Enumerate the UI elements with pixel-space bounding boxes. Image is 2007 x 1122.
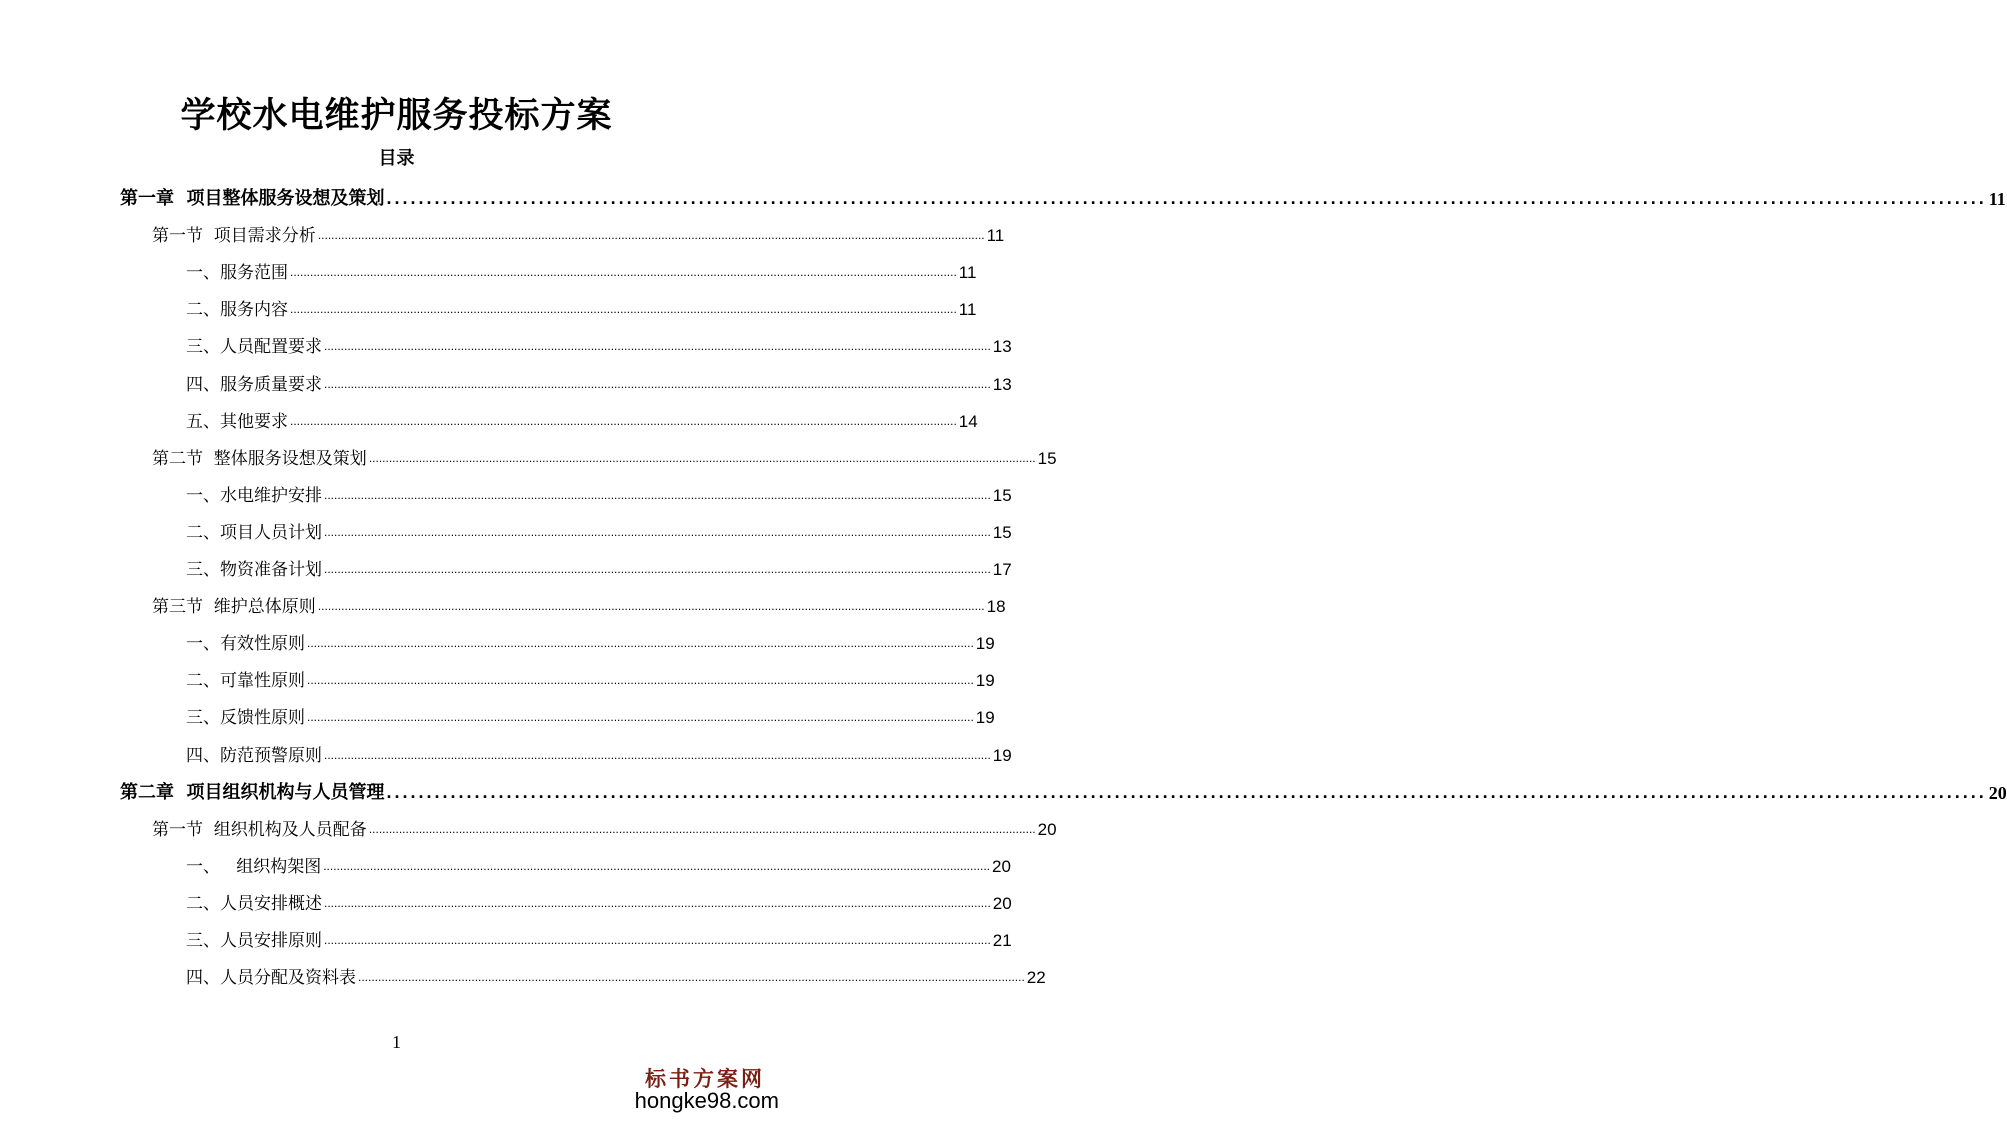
- toc-leader-dots: ........................................................................................................................................................................................................: [386, 188, 1987, 208]
- toc-entry-item[interactable]: [186, 703, 995, 729]
- toc-leader-dots: ........................................................................................................................................................................................................: [307, 636, 974, 650]
- toc-entry-label: 三、反馈性原则: [186, 708, 305, 728]
- toc-entry-page: 11: [958, 300, 977, 319]
- toc-entry-item[interactable]: [186, 666, 995, 692]
- toc-entry-item[interactable]: [186, 555, 1012, 581]
- toc-leader-dots: ........................................................................................................................................................................................................: [324, 933, 991, 947]
- toc-entry-page: 11: [958, 263, 977, 282]
- toc-leader-dots: ........................................................................................................................................................................................................: [290, 414, 957, 428]
- toc-leader-dots: ........................................................................................................................................................................................................: [317, 599, 985, 613]
- toc-leader-dots: ........................................................................................................................................................................................................: [368, 451, 1036, 465]
- toc-entry-item[interactable]: [186, 963, 1046, 989]
- toc-entry-item[interactable]: [186, 332, 1012, 358]
- toc-entry-label: 四、人员分配及资料表: [186, 968, 356, 988]
- toc-entry-page: 11: [986, 226, 1005, 245]
- toc-leader-dots: ........................................................................................................................................................................................................: [324, 748, 991, 762]
- toc-entry-chapter[interactable]: [120, 778, 2007, 804]
- toc-entry-label: 第一节 组织机构及人员配备: [152, 820, 367, 840]
- toc-entry-page: 15: [992, 523, 1012, 542]
- toc-entry-item[interactable]: [186, 407, 978, 433]
- toc-entry-item[interactable]: [186, 741, 1012, 767]
- toc-entry-label: 二、服务内容: [186, 300, 288, 320]
- toc-entry-page: 19: [975, 634, 995, 653]
- toc-heading: 目录: [378, 148, 415, 169]
- toc-leader-dots: ........................................................................................................................................................................................................: [358, 970, 1025, 984]
- toc-entry-page: 20: [992, 857, 1011, 876]
- toc-entry-label: 一、服务范围: [186, 263, 288, 283]
- toc-leader-dots: ........................................................................................................................................................................................................: [290, 302, 957, 316]
- toc-entry-section[interactable]: [152, 444, 1057, 470]
- toc-entry-page: 19: [975, 708, 995, 727]
- toc-entry-label: 二、人员安排概述: [186, 894, 322, 914]
- page-number: 1: [392, 1032, 401, 1052]
- toc-leader-dots: ........................................................................................................................................................................................................: [386, 782, 1987, 802]
- toc-entry-page: 19: [975, 671, 995, 690]
- toc-leader-dots: ........................................................................................................................................................................................................: [317, 228, 985, 242]
- toc-leader-dots: ........................................................................................................................................................................................................: [323, 859, 991, 873]
- toc-leader-dots: ........................................................................................................................................................................................................: [324, 562, 991, 576]
- toc-entry-label: 第二节 整体服务设想及策划: [152, 449, 367, 469]
- toc-entry-item[interactable]: [186, 370, 1012, 396]
- toc-entry-page: 11: [1988, 189, 2006, 209]
- toc-entry-label: 第二章 项目组织机构与人员管理: [120, 782, 385, 803]
- toc-leader-dots: ........................................................................................................................................................................................................: [307, 673, 974, 687]
- toc-entry-label: 四、服务质量要求: [186, 375, 322, 395]
- toc-entry-label: 第一章 项目整体服务设想及策划: [120, 188, 385, 209]
- toc-entry-page: 21: [992, 931, 1012, 950]
- toc-leader-dots: ........................................................................................................................................................................................................: [324, 896, 991, 910]
- toc-entry-page: 20: [992, 894, 1012, 913]
- toc-entry-item[interactable]: [186, 295, 977, 321]
- toc-entry-page: 15: [992, 486, 1012, 505]
- toc-entry-item[interactable]: [186, 926, 1012, 952]
- toc-leader-dots: ........................................................................................................................................................................................................: [324, 488, 991, 502]
- toc-entry-label: 第三节 维护总体原则: [152, 597, 316, 617]
- toc-leader-dots: ........................................................................................................................................................................................................: [307, 710, 974, 724]
- toc-entry-label: 三、人员安排原则: [186, 931, 322, 951]
- toc-entry-label: 第一节 项目需求分析: [152, 226, 316, 246]
- toc-entry-label: 二、可靠性原则: [186, 671, 305, 691]
- toc-entry-section[interactable]: [152, 592, 1006, 618]
- toc-entry-page: 18: [986, 597, 1006, 616]
- toc-entry-page: 20: [1037, 820, 1057, 839]
- toc-entry-label: 二、项目人员计划: [186, 523, 322, 543]
- toc-entry-page: 20: [1988, 783, 2007, 803]
- toc-entry-label: 三、物资准备计划: [186, 560, 322, 580]
- toc-entry-label: 一、 组织构架图: [186, 857, 322, 877]
- toc-entry-item[interactable]: [186, 258, 977, 284]
- watermark-brand: 标书方案网: [645, 1066, 765, 1091]
- toc-leader-dots: ........................................................................................................................................................................................................: [290, 265, 957, 279]
- toc-entry-label: 五、其他要求: [186, 412, 288, 432]
- toc-entry-page: 19: [992, 746, 1012, 765]
- toc-entry-item[interactable]: [186, 629, 995, 655]
- toc-entry-page: 13: [992, 337, 1012, 356]
- toc-entry-page: 22: [1026, 968, 1046, 987]
- toc-entry-section[interactable]: [152, 815, 1057, 841]
- toc-entry-label: 一、有效性原则: [186, 634, 305, 654]
- toc-entry-label: 一、水电维护安排: [186, 486, 322, 506]
- toc-entry-label: 三、人员配置要求: [186, 337, 322, 357]
- toc-entry-chapter[interactable]: [120, 184, 2006, 210]
- watermark-url: hongke98.com: [634, 1088, 779, 1113]
- toc-entry-item[interactable]: [186, 481, 1012, 507]
- toc-entry-page: 15: [1037, 449, 1057, 468]
- toc-leader-dots: ........................................................................................................................................................................................................: [324, 339, 991, 353]
- toc-leader-dots: ........................................................................................................................................................................................................: [324, 525, 991, 539]
- toc-entry-item[interactable]: [186, 889, 1012, 915]
- toc-entry-page: 14: [958, 412, 978, 431]
- toc-leader-dots: ........................................................................................................................................................................................................: [368, 822, 1036, 836]
- toc-entry-item[interactable]: [186, 852, 1011, 878]
- toc-leader-dots: ........................................................................................................................................................................................................: [324, 377, 991, 391]
- toc-entry-page: 13: [992, 375, 1012, 394]
- toc-entry-page: 17: [992, 560, 1012, 579]
- toc-entry-label: 四、防范预警原则: [186, 746, 322, 766]
- toc-entry-section[interactable]: [152, 221, 1005, 247]
- document-title: 学校水电维护服务投标方案: [180, 96, 613, 136]
- toc-entry-item[interactable]: [186, 518, 1012, 544]
